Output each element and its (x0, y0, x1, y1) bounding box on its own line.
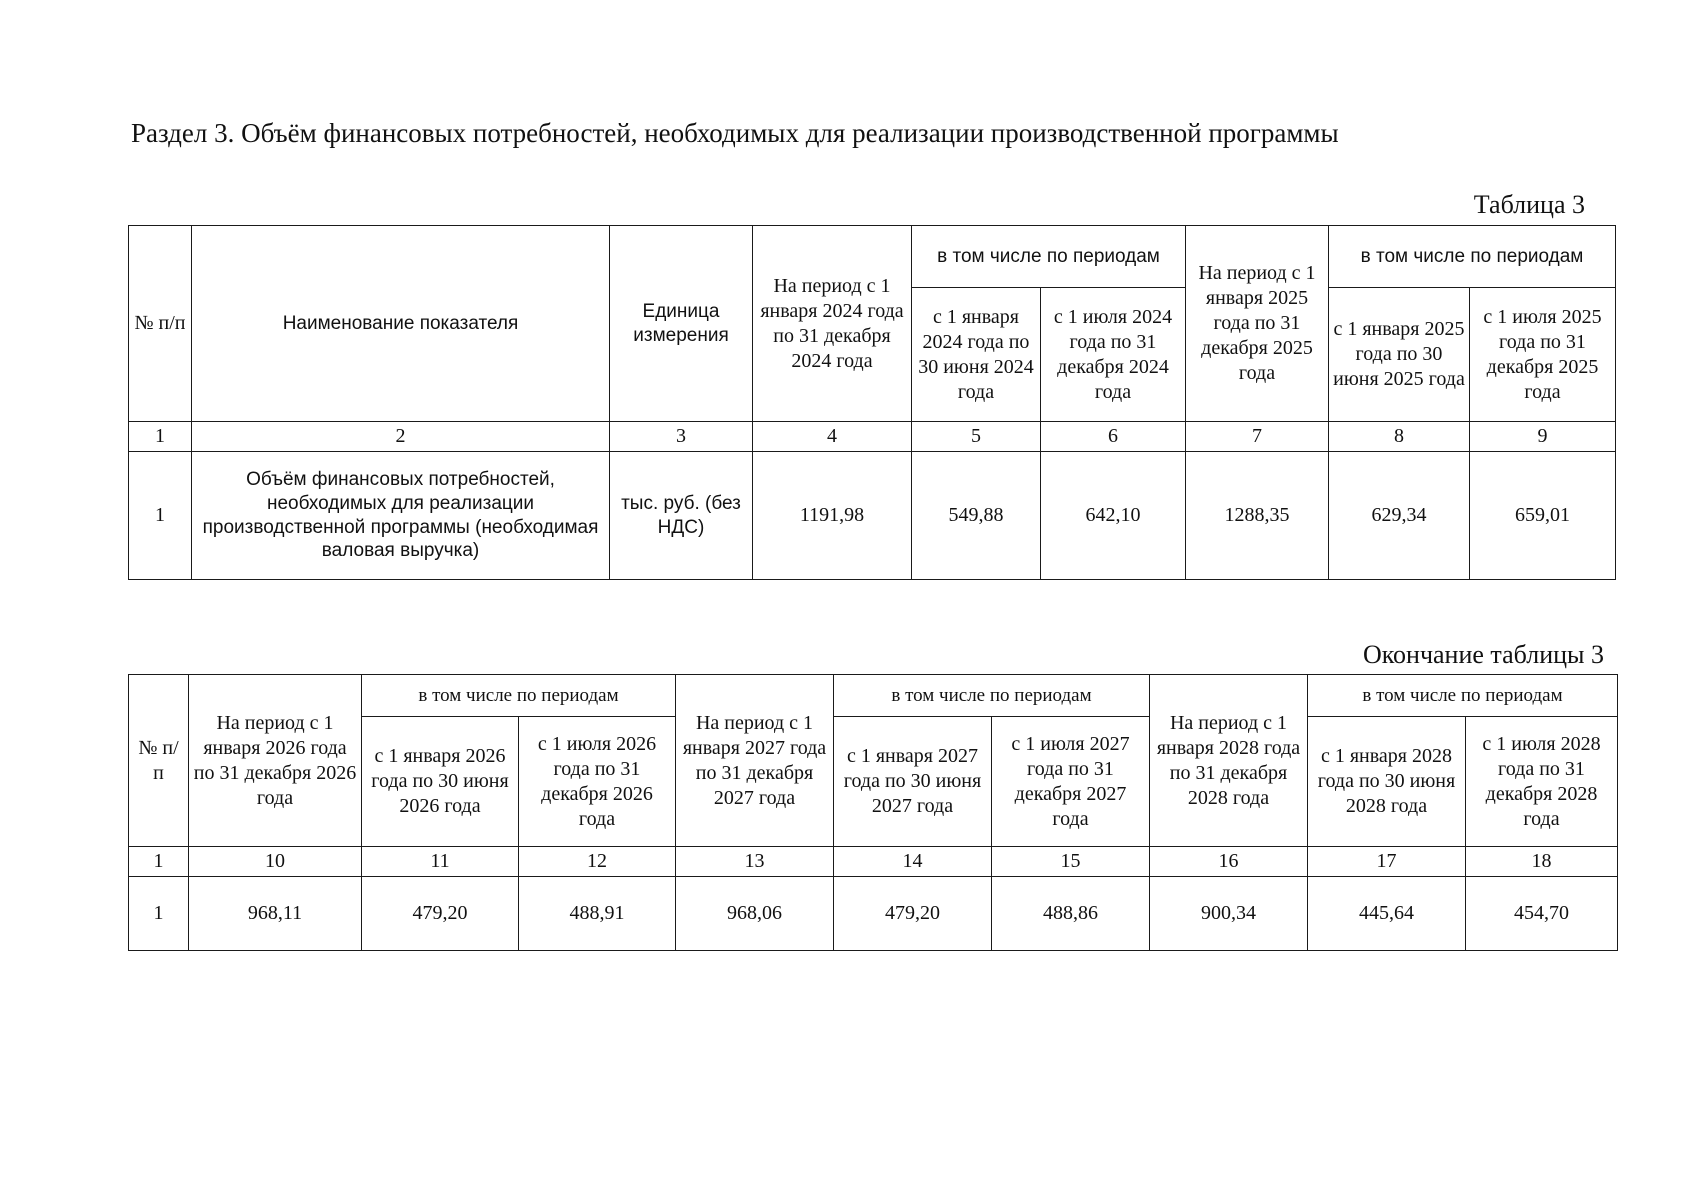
value-2027: 968,06 (676, 877, 834, 951)
col-number: 14 (834, 847, 992, 877)
header-period-2026: На период с 1 января 2026 года по 31 декабря 2026 года (189, 675, 362, 847)
col-number: 10 (189, 847, 362, 877)
header-h2-2024: с 1 июля 2024 года по 31 декабря 2024 года (1041, 288, 1186, 422)
header-h2-2028: с 1 июля 2028 года по 31 декабря 2028 года (1466, 717, 1618, 847)
header-group-2025: в том числе по периодам (1329, 226, 1616, 288)
col-number: 7 (1186, 422, 1329, 452)
col-number: 1 (129, 422, 192, 452)
value-h2-2027: 488,86 (992, 877, 1150, 951)
header-num: № п/п (129, 226, 192, 422)
table-row (129, 452, 1616, 580)
header-period-2028: На период с 1 января 2028 года по 31 декабря 2028 года (1150, 675, 1308, 847)
header-group-2027: в том числе по периодам (834, 675, 1150, 717)
value-2025: 1288,35 (1186, 452, 1329, 580)
financial-needs-table (128, 225, 1616, 580)
header-group-2024: в том числе по периодам (912, 226, 1186, 288)
header-h2-2025: с 1 июля 2025 года по 31 декабря 2025 года (1470, 288, 1616, 422)
header-h1-2025: с 1 января 2025 года по 30 июня 2025 года (1329, 288, 1470, 422)
value-h2-2025: 659,01 (1470, 452, 1616, 580)
row-num: 1 (129, 452, 192, 580)
value-h1-2027: 479,20 (834, 877, 992, 951)
header-h1-2026: с 1 января 2026 года по 30 июня 2026 года (362, 717, 519, 847)
table-row (129, 877, 1618, 951)
col-number: 6 (1041, 422, 1186, 452)
header-unit: Единица измерения (610, 226, 753, 422)
header-h1-2028: с 1 января 2028 года по 30 июня 2028 года (1308, 717, 1466, 847)
col-number: 13 (676, 847, 834, 877)
col-number: 12 (519, 847, 676, 877)
table-caption: Таблица 3 (1473, 190, 1585, 219)
col-number: 2 (192, 422, 610, 452)
value-h1-2028: 445,64 (1308, 877, 1466, 951)
col-number: 1 (129, 847, 189, 877)
header-h2-2027: с 1 июля 2027 года по 31 декабря 2027 года (992, 717, 1150, 847)
financial-needs-table-end (128, 674, 1618, 951)
col-number: 4 (753, 422, 912, 452)
header-group-2028: в том числе по периодам (1308, 675, 1618, 717)
header-num: № п/п (129, 675, 189, 847)
value-h1-2026: 479,20 (362, 877, 519, 951)
row-num: 1 (129, 877, 189, 951)
value-h2-2024: 642,10 (1041, 452, 1186, 580)
table-continuation-caption: Окончание таблицы 3 (1362, 640, 1604, 669)
col-number: 8 (1329, 422, 1470, 452)
header-period-2027: На период с 1 января 2027 года по 31 декабря 2027 года (676, 675, 834, 847)
col-number: 16 (1150, 847, 1308, 877)
header-period-2024: На период с 1 января 2024 года по 31 декабря 2024 года (753, 226, 912, 422)
section-title: Раздел 3. Объём финансовых потребностей, необходимых для реализации производственной программы (131, 118, 1339, 148)
col-number: 17 (1308, 847, 1466, 877)
col-number: 15 (992, 847, 1150, 877)
value-h2-2026: 488,91 (519, 877, 676, 951)
value-2028: 900,34 (1150, 877, 1308, 951)
row-indicator-name: Объём финансовых потребностей, необходимых для реализации производственной программы (необходимая валовая выручка) (192, 452, 610, 580)
row-unit: тыс. руб. (без НДС) (610, 452, 753, 580)
value-h1-2024: 549,88 (912, 452, 1041, 580)
col-number: 5 (912, 422, 1041, 452)
header-h1-2024: с 1 января 2024 года по 30 июня 2024 года (912, 288, 1041, 422)
col-number: 9 (1470, 422, 1616, 452)
header-h2-2026: с 1 июля 2026 года по 31 декабря 2026 года (519, 717, 676, 847)
header-indicator-name: Наименование показателя (192, 226, 610, 422)
header-group-2026: в том числе по периодам (362, 675, 676, 717)
value-h1-2025: 629,34 (1329, 452, 1470, 580)
header-h1-2027: с 1 января 2027 года по 30 июня 2027 года (834, 717, 992, 847)
col-number: 11 (362, 847, 519, 877)
value-2026: 968,11 (189, 877, 362, 951)
header-period-2025: На период с 1 января 2025 года по 31 декабря 2025 года (1186, 226, 1329, 422)
col-number: 18 (1466, 847, 1618, 877)
value-2024: 1191,98 (753, 452, 912, 580)
col-number: 3 (610, 422, 753, 452)
value-h2-2028: 454,70 (1466, 877, 1618, 951)
